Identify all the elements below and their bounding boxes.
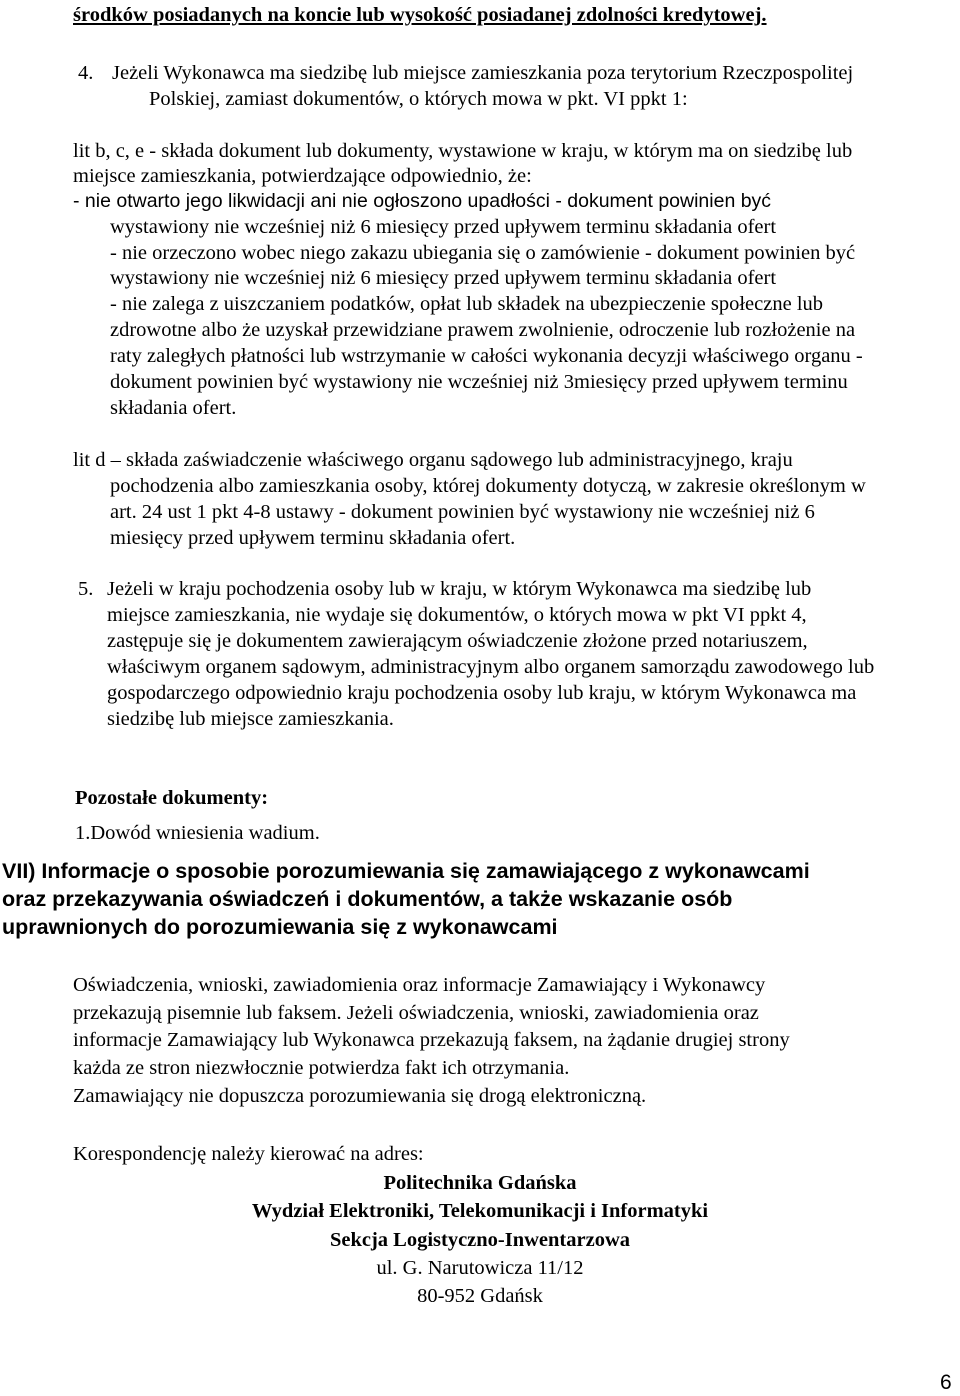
item5-line: właściwym organem sądowym, administracyjnym albo organem samorządu zawodowego lub <box>107 656 875 678</box>
lit-bce-line: wystawiony nie wcześniej niż 6 miesięcy przed upływem terminu składania ofert <box>110 267 777 289</box>
lit-bce-line: składania ofert. <box>110 397 237 419</box>
item4-line: Jeżeli Wykonawca ma siedzibę lub miejsce zamieszkania poza terytorium Rzeczpospolitej <box>112 62 854 84</box>
lit-bce-line: raty zaległych płatności lub wstrzymanie w całości wykonania decyzji właściwego organu - <box>110 345 863 367</box>
item5-line: Jeżeli w kraju pochodzenia osoby lub w kraju, w którym Wykonawca ma siedzibę lub <box>107 578 812 600</box>
address-faculty: Wydział Elektroniki, Telekomunikacji i Informatyki <box>251 1200 709 1222</box>
lit-bce-line: miejsce zamieszkania, potwierdzające odpowiednio, że: <box>73 165 532 187</box>
lit-bce-line: - nie orzeczono wobec niego zakazu ubiegania się o zamówienie - dokument powinien być <box>110 242 856 264</box>
item5-line: siedzibę lub miejsce zamieszkania. <box>107 708 394 730</box>
address-org: Politechnika Gdańska <box>383 1172 577 1194</box>
section7-body-line: każda ze stron niezwłocznie potwierdza fakt ich otrzymania. <box>73 1057 570 1079</box>
item5-line: gospodarczego odpowiednio kraju pochodzenia osoby lub kraju, w którym Wykonawca ma <box>107 682 857 704</box>
section7-title-line: oraz przekazywania oświadczeń i dokumentów, a także wskazanie osób <box>2 887 733 911</box>
item4-line: Polskiej, zamiast dokumentów, o których mowa w pkt. VI ppkt 1: <box>149 88 688 110</box>
address-street: ul. G. Narutowicza 11/12 <box>376 1257 584 1279</box>
address-section: Sekcja Logistyczno-Inwentarzowa <box>329 1229 631 1251</box>
section7-title-line: VII) Informacje o sposobie porozumiewania się zamawiającego z wykonawcami <box>2 859 810 883</box>
lit-d-line: pochodzenia albo zamieszkania osoby, której dokumenty dotyczą, w zakresie określonym w <box>110 475 866 497</box>
item4-number: 4. <box>78 62 94 84</box>
section7-body-line: Oświadczenia, wnioski, zawiadomienia oraz informacje Zamawiający i Wykonawcy <box>73 974 766 996</box>
top-continuation-line: środków posiadanych na koncie lub wysokość posiadanej zdolności kredytowej. <box>73 4 767 26</box>
lit-bce-line: - nie zalega z uiszczaniem podatków, opłat lub składek na ubezpieczenie społeczne lub <box>110 293 824 315</box>
section7-body-line: Zamawiający nie dopuszcza porozumiewania się drogą elektroniczną. <box>73 1085 647 1107</box>
section7-body-line: informacje Zamawiający lub Wykonawca przekazują faksem, na żądanie drugiej strony <box>73 1029 790 1051</box>
section7-title-line: uprawnionych do porozumiewania się z wykonawcami <box>2 915 558 939</box>
correspondence-line: Korespondencję należy kierować na adres: <box>73 1143 424 1165</box>
lit-bce-line: - nie otwarto jego likwidacji ani nie ogłoszono upadłości - dokument powinien być <box>73 190 772 212</box>
lit-d-line: lit d – składa zaświadczenie właściwego organu sądowego lub administracyjnego, kraju <box>73 449 793 471</box>
other-docs-item: 1.Dowód wniesienia wadium. <box>75 822 320 844</box>
item5-line: zastępuje się je dokumentem zawierającym oświadczenie złożone przed notariuszem, <box>107 630 808 652</box>
item5-number: 5. <box>78 578 94 600</box>
lit-bce-line: dokument powinien być wystawiony nie wcześniej niż 3miesięcy przed upływem terminu <box>110 371 848 393</box>
item5-line: miejsce zamieszkania, nie wydaje się dokumentów, o których mowa w pkt VI ppkt 4, <box>107 604 807 626</box>
lit-bce-line: lit b, c, e - składa dokument lub dokumenty, wystawione w kraju, w którym ma on siedzibę lub <box>73 140 853 162</box>
lit-d-line: miesięcy przed upływem terminu składania ofert. <box>110 527 516 549</box>
lit-d-line: art. 24 ust 1 pkt 4-8 ustawy - dokument powinien być wystawiony nie wcześniej niż 6 <box>110 501 815 523</box>
lit-bce-line: wystawiony nie wcześniej niż 6 miesięcy przed upływem terminu składania ofert <box>110 216 777 238</box>
page-number: 6 <box>940 1371 952 1394</box>
address-city: 80-952 Gdańsk <box>417 1285 543 1307</box>
section7-body-line: przekazują pisemnie lub faksem. Jeżeli oświadczenia, wnioski, zawiadomienia oraz <box>73 1002 759 1024</box>
lit-bce-line: zdrowotne albo że uzyskał przewidziane prawem zwolnienie, odroczenie lub rozłożenie na <box>110 319 856 341</box>
other-docs-heading: Pozostałe dokumenty: <box>75 787 269 809</box>
